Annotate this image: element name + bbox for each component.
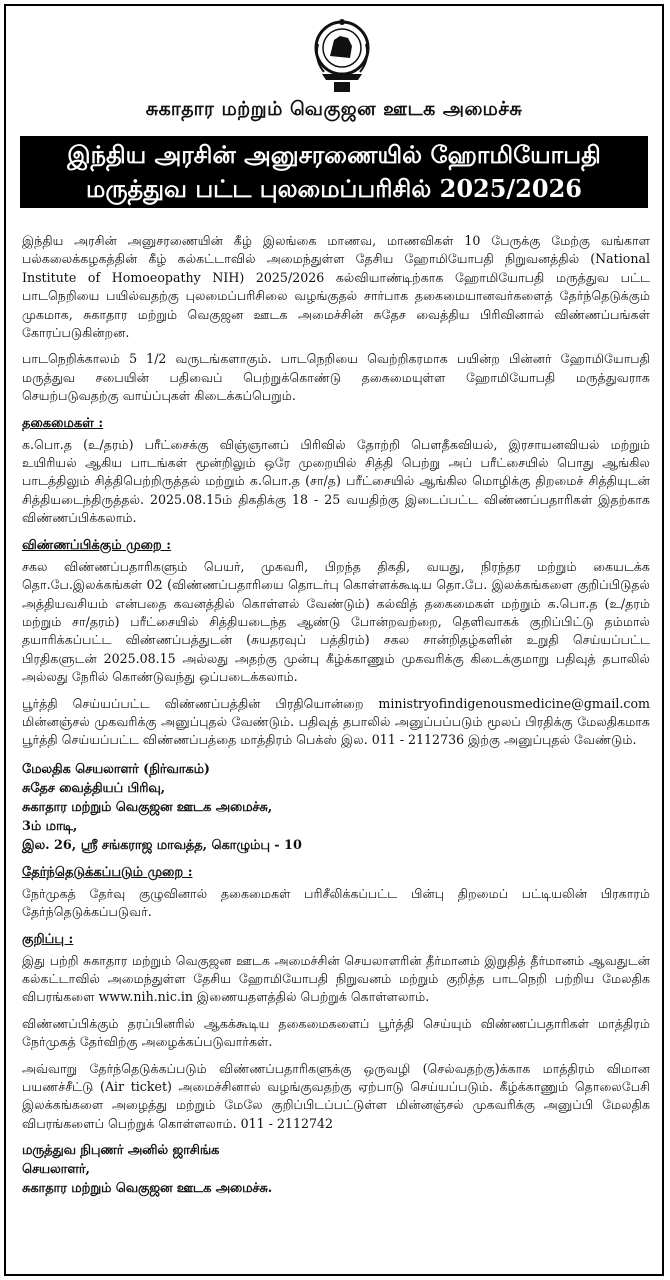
- intro-paragraph-1: இந்திய அரசின் அனுசரணையின் கீழ் இலங்கை மாணவ, மாணவிகள் 10 பேருக்கு மேற்கு வங்காள பல்கலைக்கழகத்தின் கீழ் கல்கட்டாவில் அமைந்துள்ள தேசிய ஹோமியோபதி நிறுவனத்தில் (National Institute of Homoeopathy NIH) 2025/2026 கல்வியாண்டிற்காக ஹோமியோபதி மருத்துவ பட்ட பாடநெறியை பயில்வதற்கு புலமைப்பரிசிலை வழங்குதல் சார்பாக தகைமையானவர்களைத் தேர்ந்தெடுக்கும் முகமாக, சுகாதார மற்றும் வெகுஜன ஊடக அமைச்சின் சுதேச வைத்திய பிரிவினால் விண்ணப்பங்கள் கோரப்படுகின்றன.: [22, 233, 650, 341]
- mailing-address: [22, 760, 650, 855]
- notice-body: [22, 232, 650, 1198]
- title-banner: [20, 136, 648, 208]
- application-heading: விண்ணப்பிக்கும் முறை :: [22, 537, 172, 553]
- ministry-name: சுகாதார மற்றும் வெகுஜன ஊடக அமைச்சு: [145, 98, 523, 120]
- note-paragraph-2: விண்ணப்பிக்கும் தரப்பினரில் ஆகக்கூடிய தகைமைகளைப் பூர்த்தி செய்யும் விண்ணப்பதாரிகள் மாத்திரம் நேர்முகத் தேர்விற்கு அழைக்கப்படுவார்கள்.: [22, 1015, 650, 1050]
- address-line: சுகாதார மற்றும் வெகுஜன ஊடக அமைச்சு,: [22, 799, 273, 815]
- selection-text: நேர்முகத் தேர்வு குழுவினால் தகைமைகள் பரிசீலிக்கப்பட்ட பின்பு திறமைப் பட்டியலின் பிரகாரம் தேர்ந்தெடுக்கப்படுவர்.: [22, 885, 650, 920]
- note-heading: குறிப்பு :: [22, 931, 74, 947]
- notice-page: [4, 4, 664, 1276]
- signatory-ministry: சுகாதார மற்றும் வெகுஜன ஊடக அமைச்சு.: [22, 1181, 273, 1197]
- address-line: இல. 26, ஸ்ரீ சங்கராஜ மாவத்த, கொழும்பு - 10: [22, 837, 302, 853]
- title-line-1: இந்திய அரசின் அனுசரணையில் ஹோமியோபதி: [67, 140, 601, 169]
- signatory-title: செயலாளர்,: [22, 1162, 91, 1178]
- intro-paragraph-2: பாடநெறிக்காலம் 5 1/2 வருடங்களாகும். பாடநெறியை வெற்றிகரமாக பயின்ற பின்னர் ஹோமியோபதி மருத்துவ சபையின் பதிவைப் பெற்றுக்கொண்டு தகைமையுள்ள ஹோமியோபதி மருத்துவராக செயற்படுவதற்கு வாய்ப்புகள் கிடைக்கப்பெறும்.: [22, 351, 650, 404]
- sri-lanka-emblem-icon: [312, 16, 372, 96]
- application-paragraph-1: சகல விண்ணப்பதாரிகளும் பெயர், முகவரி, பிறந்த திகதி, வயது, நிரந்தர மற்றும் கையடக்க தொ.பே.இலக்கங்கள் 02 (விண்ணப்பதாரியை தொடர்பு கொள்ளக்கூடிய தொ.பே. இலக்கங்களை குறிப்பிடுதல் அத்தியவசியம் என்பதை கவனத்தில் கொள்ளல் வேண்டும்) கல்வித் தகைமைகள் மற்றும் க.பொ.த (உ/தரம் மற்றும் சா/தரம்) பரீட்சையில் சித்தியடைந்த ஆண்டு போன்றவற்றை, தெளிவாகக் குறிப்பிட்டு தம்மால் தயாரிக்கப்பட்ட விண்ணப்பத்துடன் (சுயதரவுப் பத்திரம்) சகல சான்றிதழ்களின் உறுதி செய்யப்பட்ட பிரதிகளுடன் 2025.08.15 அல்லது அதற்கு முன்பு கீழ்க்காணும் முகவரிக்கு கிடைக்குமாறு பதிவுத் தபாலில் அல்லது நேரில் கொண்டுவந்து ஒப்படைக்கலாம்.: [22, 558, 650, 685]
- selection-heading: தேர்ந்தெடுக்கப்படும் முறை :: [22, 864, 193, 880]
- signature-block: [22, 1141, 650, 1198]
- address-line: சுதேச வைத்தியப் பிரிவு,: [22, 780, 166, 796]
- note-paragraph-3: அவ்வாறு தேர்ந்தெடுக்கப்படும் விண்ணப்பதாரிகளுக்கு ஒருவழி (செல்வதற்கு)க்காக மாத்திரம் விமான பயணச்சீட்டு (Air ticket) அமைச்சினால் வழங்குவதற்கு ஏற்பாடு செய்யப்படும். கீழ்க்காணும் தொலைபேசி இலக்கங்களை அழைத்து மற்றும் மேலே குறிப்பிடப்பட்டுள்ள மின்னஞ்சல் முகவரிக்கு அனுப்பி மேலதிக விபரங்களைப் பெற்றுக் கொள்ளலாம். 011 - 2112742: [22, 1060, 650, 1131]
- title-line-2: மருத்துவ பட்ட புலமைப்பரிசில் 2025/2026: [86, 174, 582, 203]
- address-line: மேலதிக செயலாளர் (நிர்வாகம்): [22, 761, 210, 777]
- signatory-name: மருத்துவ நிபுணர் அனில் ஜாசிங்க: [22, 1143, 220, 1159]
- qualifications-heading: தகைமைகள் :: [22, 415, 104, 431]
- address-line: 3ம் மாடி,: [22, 818, 78, 834]
- note-paragraph-1: இது பற்றி சுகாதார மற்றும் வெகுஜன ஊடக அமைச்சின் செயலாளரின் தீர்மானம் இறுதித் தீர்மானம் ஆவதுடன் கல்கட்டாவில் அமைந்துள்ள தேசிய ஹோமியோபதி நிறுவனம் மற்றும் குறித்த பாடநெறி பற்றிய மேலதிக விபரங்களை www.nih.nic.in இணையதளத்தில் பெற்றுக் கொள்ளலாம்.: [22, 952, 650, 1005]
- qualifications-text: க.பொ.த (உ/தரம்) பரீட்சைக்கு விஞ்ஞானப் பிரிவில் தோற்றி பௌதீகவியல், இரசாயனவியல் மற்றும் உயிரியல் ஆகிய பாடங்கள் மூன்றிலும் ஒரே முறையில் சித்தி பெற்று அப் பரீட்சையில் பொது ஆங்கில பாடத்திலும் சித்திபெற்றிருத்தல் மற்றும் க.பொ.த (சா/த) பரீட்சையில் ஆங்கில மொழிக்கு திறமைச் சித்தியுடன் சித்தியடைந்திருத்தல். 2025.08.15ம் திகதிக்கு 18 - 25 வயதிற்கு இடைப்பட்ட விண்ணப்பதாரிகள் இதற்காக விண்ணப்பிக்கலாம்.: [22, 436, 650, 526]
- application-paragraph-2: பூர்த்தி செய்யப்பட்ட விண்ணப்பத்தின் பிரதியொன்றை ministryofindigenousmedicine@gmail.com மின்னஞ்சல் முகவரிக்கு அனுப்புதல் வேண்டும். பதிவுத் தபாலில் அனுப்பப்படும் மூலப் பிரதிக்கு மேலதிகமாக பூர்த்தி செய்யப்பட்ட விண்ணப்பத்தை மாத்திரம் பெக்ஸ் இல. 011 - 2112736 இற்கு அனுப்புதல் வேண்டும்.: [22, 695, 650, 748]
